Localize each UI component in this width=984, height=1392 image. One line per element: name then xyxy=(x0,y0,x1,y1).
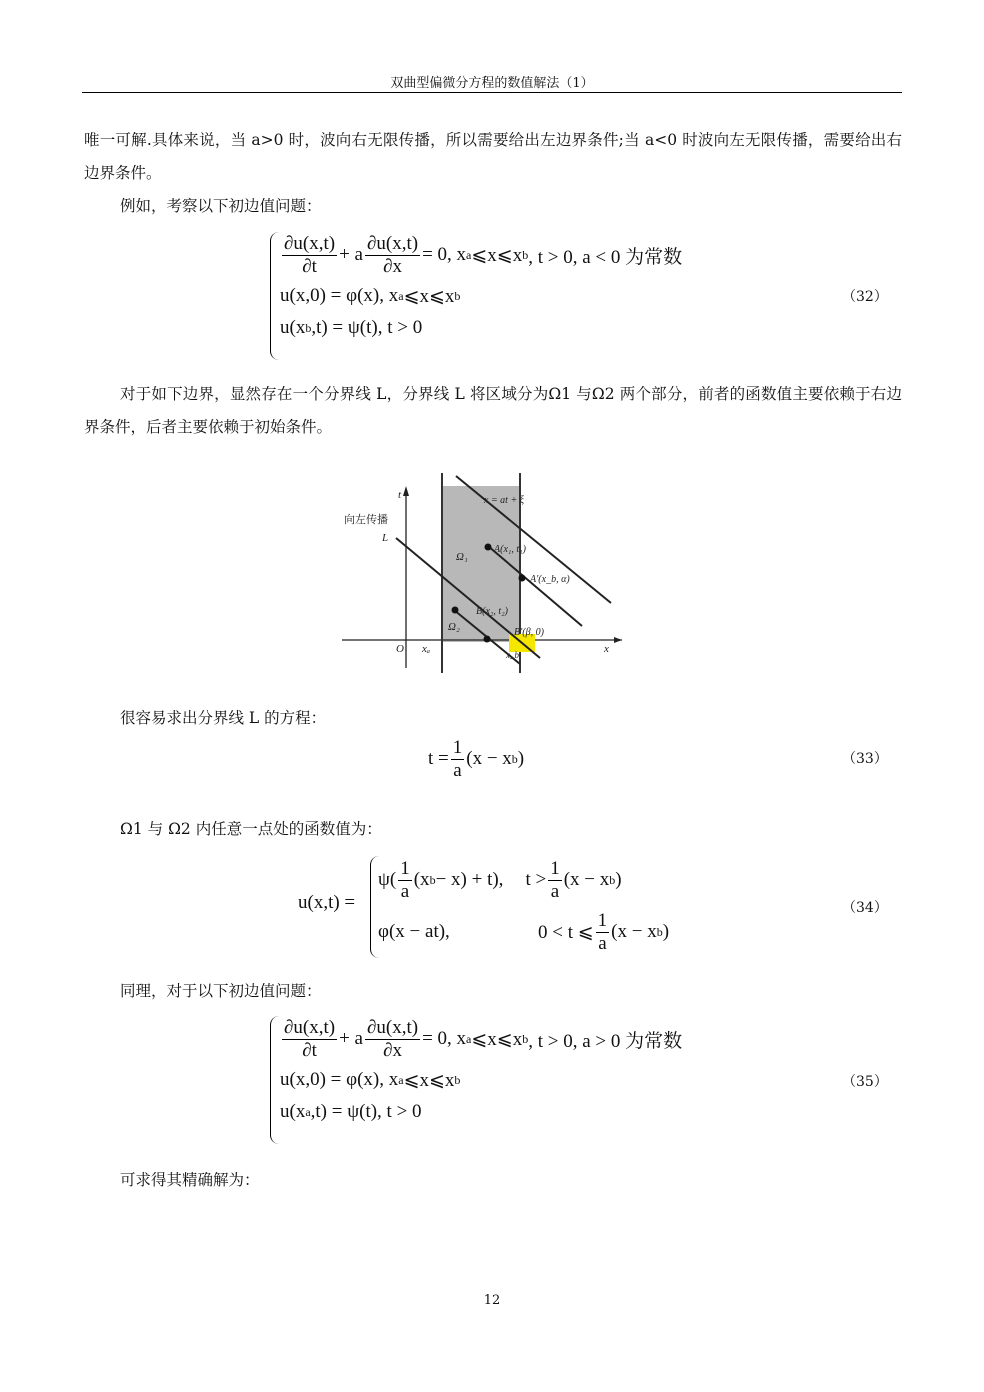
omega2-label: Ω₂ xyxy=(448,621,460,633)
equation-33 xyxy=(428,734,524,784)
subscript: b xyxy=(511,751,518,766)
term: ⩽x⩽x xyxy=(403,285,455,307)
denominator: ∂x xyxy=(383,1039,402,1061)
point-B-prime-label: B′(β, 0) xyxy=(514,627,544,638)
numerator: 1 xyxy=(550,857,560,879)
subscript: b xyxy=(305,320,312,335)
numerator: ∂u(x,t) xyxy=(284,232,336,254)
xb-label: x_b xyxy=(506,650,519,660)
L-label: L xyxy=(382,532,389,544)
equation-number: （34） xyxy=(842,900,888,916)
subscript: b xyxy=(656,924,663,939)
term: + a xyxy=(339,244,363,265)
term: − x) + t), xyxy=(435,869,504,890)
term: t > xyxy=(525,869,547,890)
term: ⩽x⩽x xyxy=(403,1069,455,1091)
direction-label: 向左传播 xyxy=(344,513,388,526)
equation-35 xyxy=(280,1014,682,1128)
equation-34 xyxy=(378,854,669,958)
paragraph-solution: 可求得其精确解为： xyxy=(120,1171,260,1189)
term: ,t) = ψ(t), t > 0 xyxy=(310,1101,422,1122)
numerator: ∂u(x,t) xyxy=(284,1016,336,1038)
term: u(x,0) = φ(x), x xyxy=(280,1069,399,1090)
subscript: b xyxy=(429,872,436,887)
point-A-label: A(x₁, t₁) xyxy=(494,544,526,555)
denominator: ∂t xyxy=(302,1039,317,1061)
paragraph-example: 例如，考察以下初边值问题： xyxy=(120,197,322,215)
denominator: a xyxy=(598,932,607,954)
point-B-prime xyxy=(484,636,491,643)
denominator: a xyxy=(400,880,410,902)
denominator: a xyxy=(453,759,462,781)
running-header: 双曲型偏微分方程的数值解法（1） xyxy=(390,76,594,91)
term: , t > 0, a > 0 为常数 xyxy=(528,1030,683,1052)
brace xyxy=(270,1016,279,1144)
term: ⩽x⩽x xyxy=(471,1028,523,1050)
denominator: a xyxy=(550,880,560,902)
term: ,t) = ψ(t), t > 0 xyxy=(311,317,423,338)
numerator: 1 xyxy=(452,736,463,758)
term: ) xyxy=(517,748,525,769)
point-B-label: B(x₂, t₂) xyxy=(476,606,508,617)
omega1-label: Ω₁ xyxy=(456,551,468,563)
denominator: ∂t xyxy=(302,255,317,277)
subscript: a xyxy=(466,1031,472,1046)
subscript: b xyxy=(454,288,461,303)
term: ψ( xyxy=(378,869,397,890)
header-rule xyxy=(82,92,902,93)
subscript: b xyxy=(609,872,616,887)
characteristic-label: x = at + ξ xyxy=(484,495,524,506)
equation-number: （32） xyxy=(842,289,888,305)
subscript: b xyxy=(454,1072,461,1087)
term: φ(x − at), xyxy=(378,921,450,942)
point-B xyxy=(452,607,459,614)
page-number: 12 xyxy=(483,1293,501,1308)
subscript: a xyxy=(398,288,404,303)
paragraph-similarly: 同理，对于以下初边值问题： xyxy=(120,982,322,1000)
origin-label: O xyxy=(396,643,404,655)
subscript: b xyxy=(522,1031,529,1046)
term: (x − x xyxy=(563,869,610,890)
term: u(x xyxy=(280,317,306,338)
numerator: 1 xyxy=(400,857,410,879)
paragraph-boundary: 对于如下边界，显然存在一个分界线 L，分界线 L 将区域分为Ω1 与Ω2 两个部分，前者的函数值主要依赖于右边界条件，后者主要依赖于初始条件。 xyxy=(84,385,902,436)
brace xyxy=(270,232,279,360)
subscript: a xyxy=(466,247,472,262)
term: ) xyxy=(662,921,670,942)
term: t = xyxy=(428,748,449,769)
x-axis-arrow xyxy=(614,637,622,643)
subscript: a xyxy=(398,1072,404,1087)
term: , t > 0, a < 0 为常数 xyxy=(528,246,683,268)
term: u(x xyxy=(280,1101,306,1122)
equation-34-lhs: u(x,t) = xyxy=(298,892,356,913)
equation-number: （35） xyxy=(842,1074,888,1090)
term: (x xyxy=(413,869,430,890)
paragraph-values: Ω1 与 Ω2 内任意一点处的函数值为： xyxy=(120,820,382,838)
characteristics-figure xyxy=(336,468,626,673)
term: (x − x xyxy=(466,748,512,769)
x-label: x xyxy=(604,643,609,655)
numerator: 1 xyxy=(597,909,608,931)
term: + a xyxy=(339,1028,363,1049)
paragraph-L-equation: 很容易求出分界线 L 的方程： xyxy=(120,709,327,727)
equation-number: （33） xyxy=(842,751,888,767)
point-A-prime-label: A′(x_b, α) xyxy=(530,574,570,585)
term: (x − x xyxy=(611,921,657,942)
point-A-prime xyxy=(519,575,526,582)
point-A xyxy=(485,544,492,551)
term: = 0, x xyxy=(422,1028,467,1049)
numerator: ∂u(x,t) xyxy=(366,232,419,254)
term: ⩽x⩽x xyxy=(471,244,523,266)
term: = 0, x xyxy=(422,244,467,265)
xa-label: xₐ xyxy=(422,643,431,655)
paragraph-intro: 唯一可解.具体来说，当 a>0 时，波向右无限传播，所以需要给出左边界条件;当 a<0 时波向左无限传播，需要给出右边界条件。 xyxy=(84,131,902,182)
t-label: t xyxy=(398,489,402,501)
term: 0 < t ⩽ xyxy=(538,921,594,943)
denominator: ∂x xyxy=(383,255,402,277)
term: u(x,0) = φ(x), x xyxy=(280,285,399,306)
subscript: a xyxy=(305,1104,311,1119)
equation-32 xyxy=(280,230,682,344)
t-axis-arrow xyxy=(403,486,409,496)
subscript: b xyxy=(522,247,529,262)
term: ) xyxy=(615,869,622,890)
numerator: ∂u(x,t) xyxy=(366,1016,419,1038)
